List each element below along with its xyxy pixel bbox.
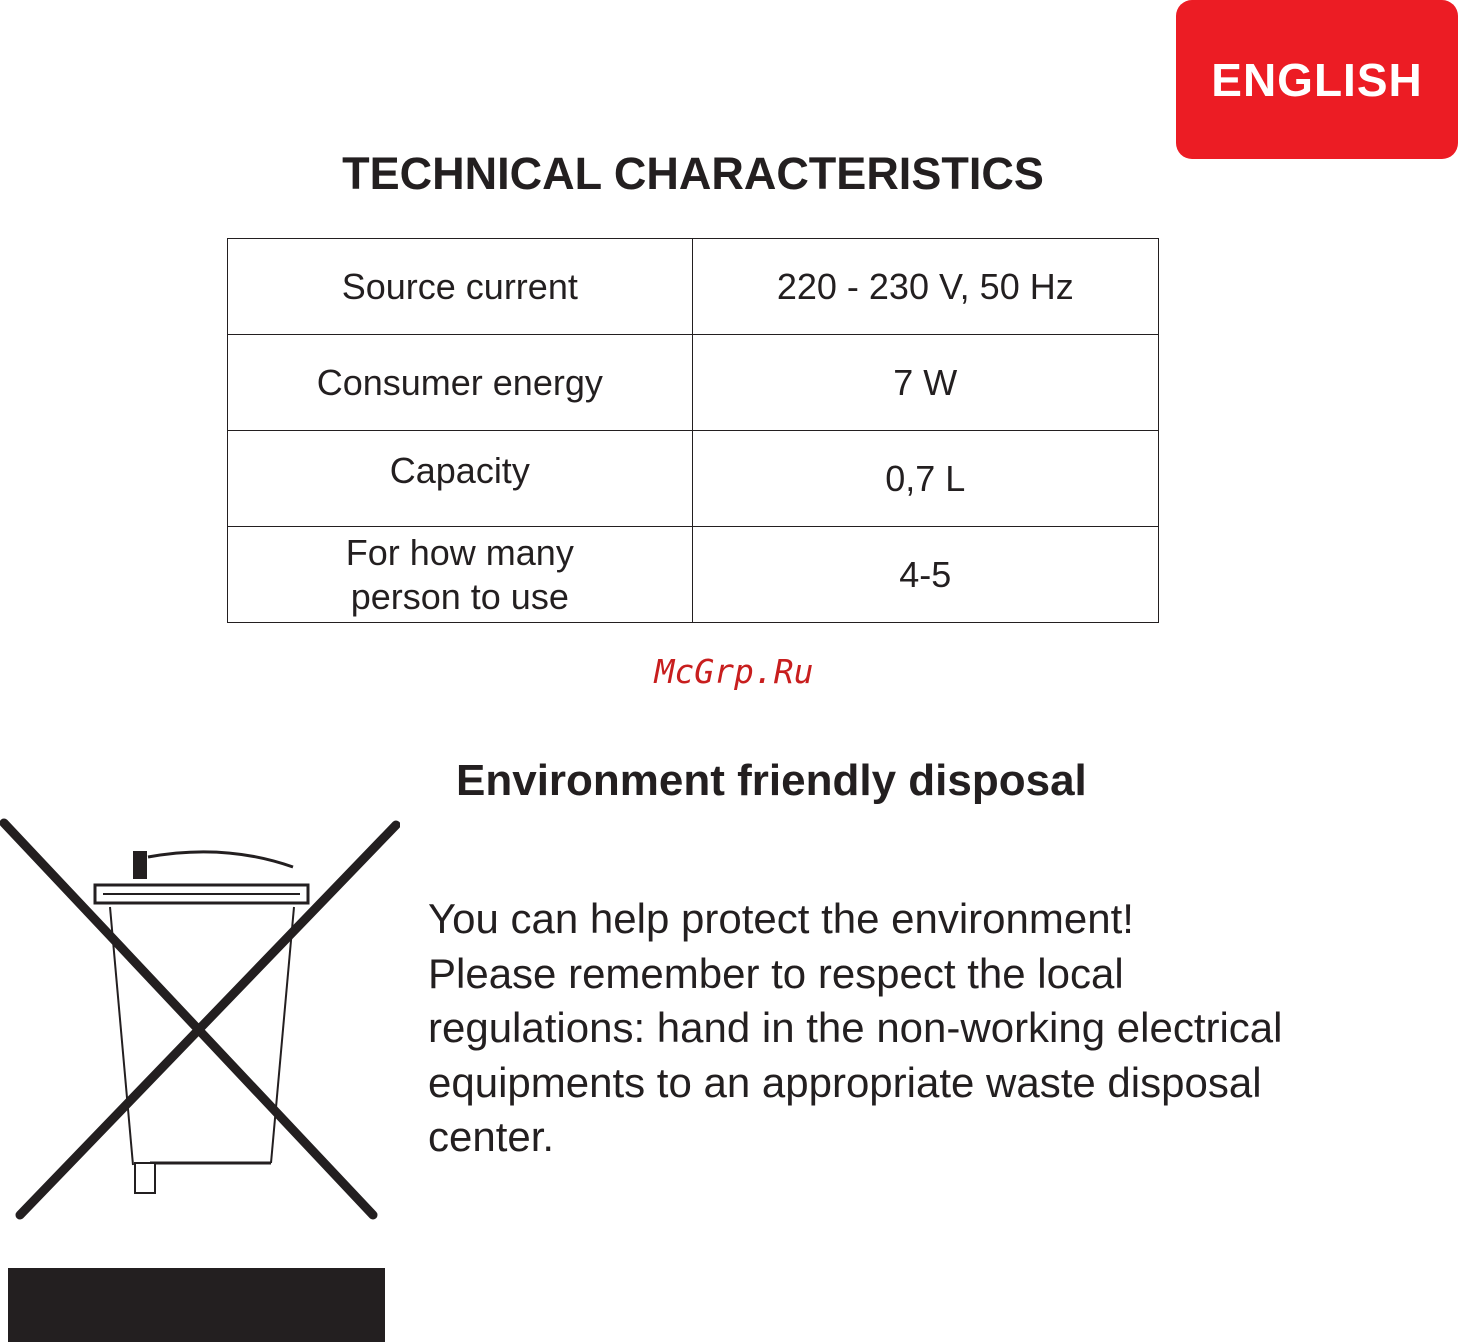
paragraph-line: center.: [428, 1113, 555, 1160]
page-title: TECHNICAL CHARACTERISTICS: [342, 148, 1044, 199]
spec-label: Consumer energy: [228, 335, 693, 431]
spec-label: [228, 527, 693, 623]
paragraph-line: Please remember to respect the local: [428, 949, 1124, 997]
spec-value: 0,7 L: [692, 431, 1158, 527]
spec-label: Source current: [228, 239, 693, 335]
language-badge-container: [1176, 0, 1458, 159]
table-row: [228, 335, 1159, 431]
black-bar: [8, 1268, 385, 1342]
language-badge-label: ENGLISH: [1211, 53, 1423, 106]
spec-table: [227, 238, 1159, 623]
crossed-out-wheelie-bin-icon: [0, 815, 400, 1225]
paragraph-line: equipments to an appropriate waste disposal: [428, 1058, 1262, 1106]
table-row: [228, 527, 1159, 623]
section-title: Environment friendly disposal: [456, 756, 1087, 805]
table-row: [228, 431, 1159, 527]
disposal-paragraph: [428, 892, 1438, 1165]
paragraph-line: regulations: hand in the non-working electrical: [428, 1004, 1283, 1051]
spec-label-line: person to use: [350, 575, 569, 617]
spec-label-line: For how many: [345, 531, 574, 573]
spec-value: 4-5: [692, 527, 1158, 623]
spec-label-text: Capacity: [389, 449, 530, 491]
spec-label: [228, 431, 693, 527]
spec-value: 7 W: [692, 335, 1158, 431]
table-row: [228, 239, 1159, 335]
paragraph-line: You can help protect the environment!: [428, 895, 1134, 942]
watermark: McGrp.Ru: [654, 652, 814, 691]
spec-value: 220 - 230 V, 50 Hz: [692, 239, 1158, 335]
